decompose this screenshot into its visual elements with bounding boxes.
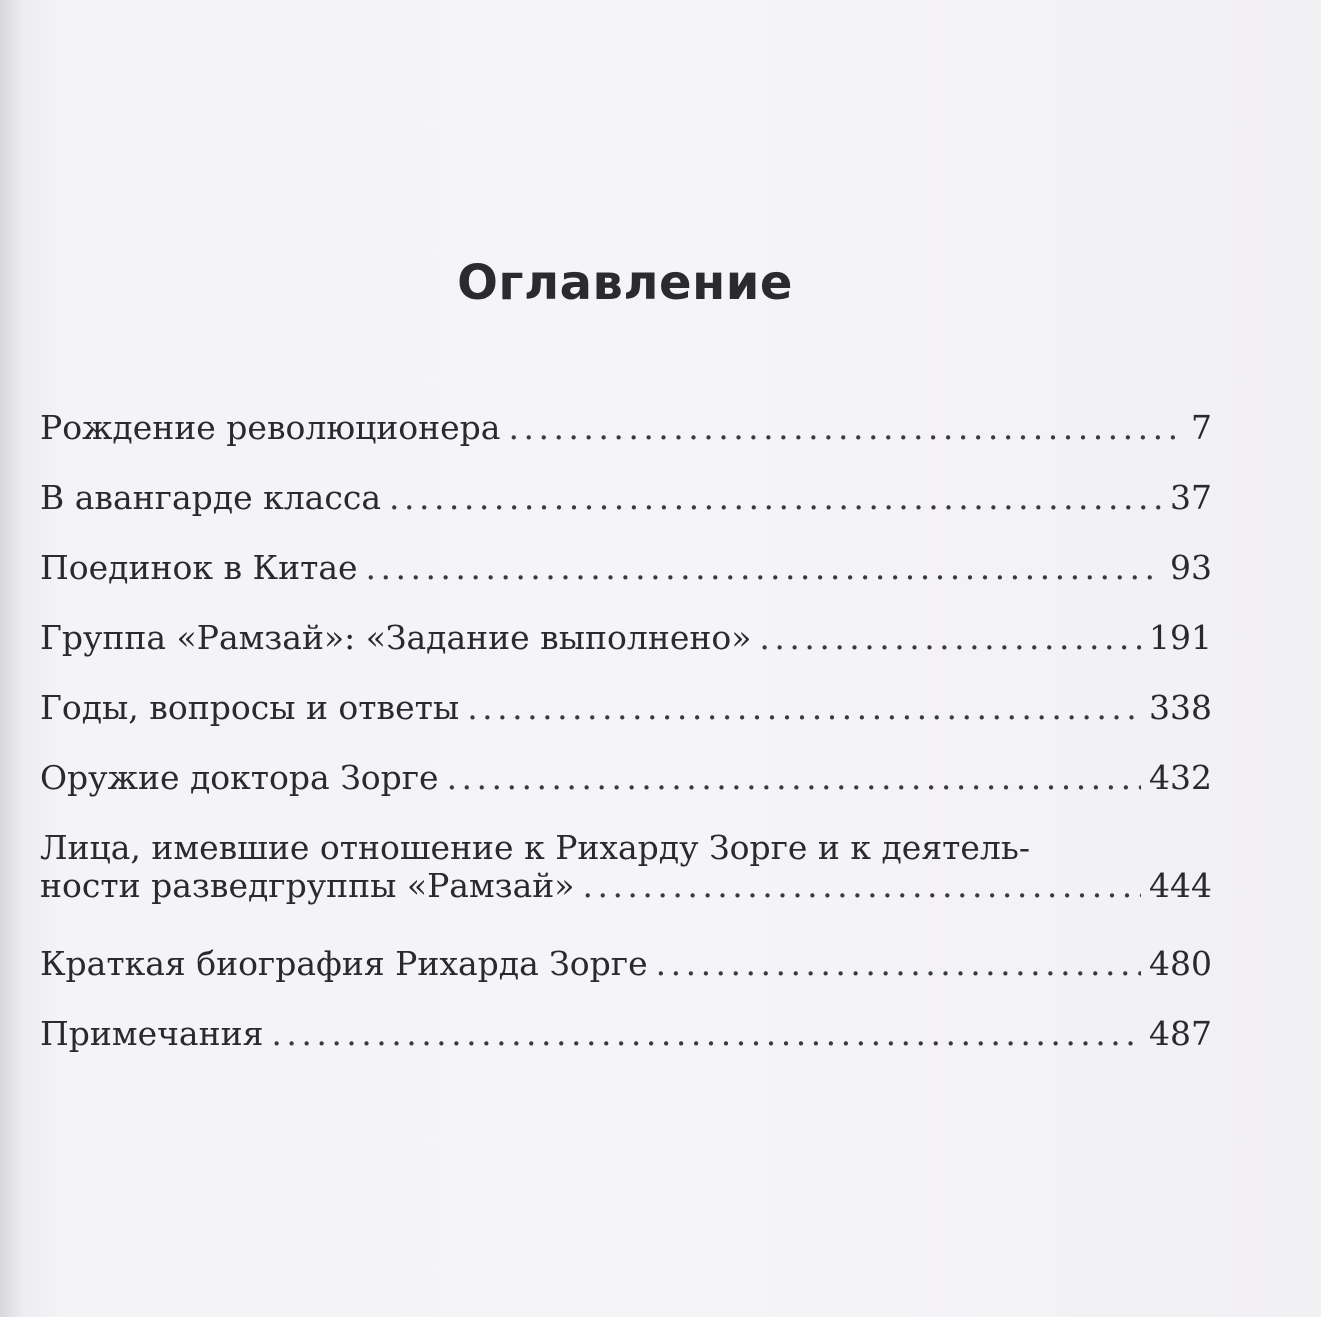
toc-entry-title: В авангарде класса [40,478,381,517]
toc-entry-page: 444 [1149,866,1212,905]
toc-entry-page: 37 [1170,478,1212,517]
toc-entry [40,480,1212,550]
dot-leader [447,760,1141,795]
dot-leader [759,620,1141,655]
toc-entry-title: Рождение революционера [40,408,501,447]
page-gutter-shadow [0,0,22,1317]
toc-entry-title: Краткая биография Рихарда Зорге [40,944,648,983]
table-of-contents [40,410,1212,1086]
toc-entry-title: Примечания [40,1014,264,1053]
dot-leader [271,1016,1141,1051]
toc-entry-page: 93 [1170,548,1212,587]
toc-entry [40,690,1212,760]
toc-entry [40,946,1212,1016]
toc-entry-page: 7 [1191,408,1212,447]
toc-entry-title: Поединок в Китае [40,548,358,587]
toc-entry-page: 432 [1149,758,1212,797]
toc-entry-page: 480 [1149,944,1212,983]
toc-entry-title: Группа «Рамзай»: «Задание выполнено» [40,618,752,657]
toc-entry [40,760,1212,830]
toc-entry [40,1016,1212,1086]
toc-entry [40,410,1212,480]
toc-entry [40,550,1212,620]
toc-entry-page: 191 [1149,618,1212,657]
dot-leader [582,868,1141,903]
dot-leader [389,480,1162,515]
page-title: Оглавление [457,255,793,311]
dot-leader [509,410,1184,445]
toc-entry-page: 487 [1149,1014,1212,1053]
dot-leader [366,550,1162,585]
toc-entry [40,620,1212,690]
toc-entry-title-line1: Лица, имевшие отношение к Рихарду Зорге и к деятель- [40,828,1031,867]
dot-leader [656,946,1141,981]
toc-entry-title: Оружие доктора Зорге [40,758,439,797]
dot-leader [467,690,1141,725]
toc-entry [40,830,1212,946]
toc-entry-title: ности разведгруппы «Рамзай» [40,866,575,905]
toc-entry-page: 338 [1149,688,1212,727]
toc-entry-title: Годы, вопросы и ответы [40,688,460,727]
